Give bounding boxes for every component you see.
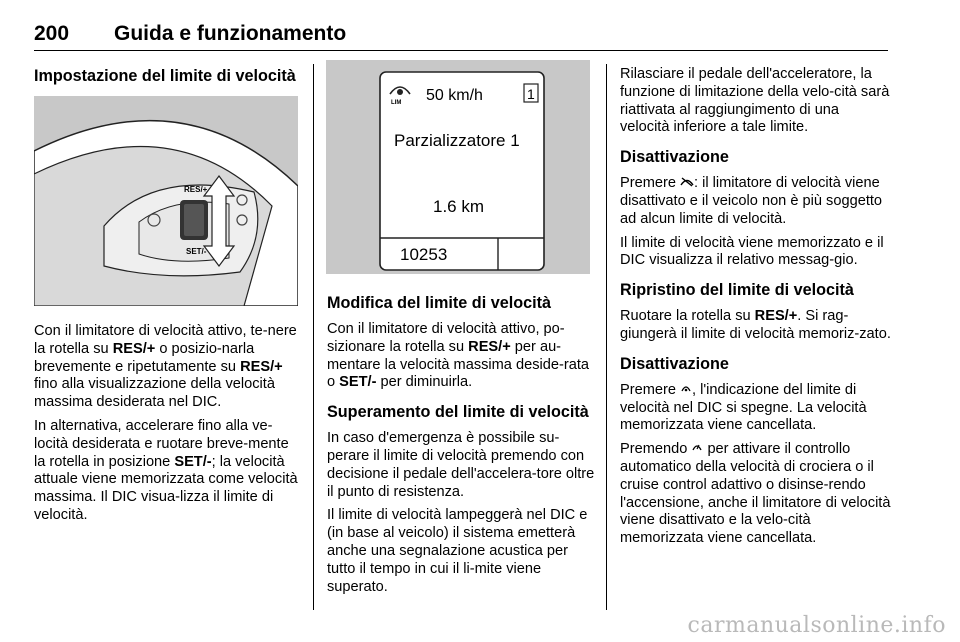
odometer-value: 10253	[400, 245, 448, 264]
steering-wheel-figure	[34, 96, 298, 306]
column-divider-1	[313, 64, 314, 610]
lim-label: LIM	[391, 100, 402, 106]
paragraph: Ruotare la rotella su RES/+. Si rag-giungerà il limite di velocità memoriz-zato.	[620, 308, 891, 342]
set-label: SET/-	[186, 247, 207, 256]
res-label: RES/+	[184, 185, 208, 194]
watermark: carmanualsonline.info	[687, 613, 946, 638]
mode-label: Parzializzatore 1	[394, 131, 520, 150]
paragraph: Il limite di velocità viene memorizzato e il DIC visualizza il relativo messag-gio.	[620, 234, 884, 269]
column-3	[620, 66, 892, 554]
paragraph: In alternativa, accelerare fino alla ve-locità desiderata e ruotare breve-mente la rotella in posizione SET/-; la velocità attuale viene memorizzata come velocità massima. Il DIC visua-lizza il limite di velocità.	[34, 417, 298, 523]
heading-modify-limit: Modifica del limite di velocità	[327, 294, 551, 312]
steering-wheel-illustration	[34, 96, 298, 306]
header-rule	[34, 50, 888, 51]
paragraph: Premere , l'indicazione del limite di velocità nel DIC si spegne. La velocità memorizzata viene cancellata.	[620, 381, 867, 434]
page-number: 200	[34, 22, 70, 45]
paragraph: Con il limitatore di velocità attivo, po-sizionare la rotella su RES/+ per au-mentare la velocità massima deside-rata o SET/- per diminuirla.	[327, 321, 589, 391]
heading-deactivation: Disattivazione	[620, 148, 729, 167]
speed-value: 50 km/h	[426, 87, 483, 104]
cruise-control-icon	[691, 441, 703, 453]
heading-set-limit: Impostazione del limite di velocità	[34, 67, 296, 85]
heading-exceed-limit: Superamento del limite di velocità	[327, 403, 589, 422]
column-2-body	[327, 293, 595, 602]
paragraph: Il limite di velocità lampeggerà nel DIC e (in base al veicolo) il sistema emetterà anche una segnalazione acustica per tutto il tempo in cui il li-mite viene superato.	[327, 507, 588, 595]
column-divider-2	[606, 64, 607, 610]
paragraph: In caso d'emergenza è possibile su-perare il limite di velocità premendo con decisione il pedale dell'accelera-tore oltre il punto di resistenza.	[327, 430, 595, 500]
heading-restore-limit: Ripristino del limite di velocità	[620, 281, 854, 300]
column-1	[34, 66, 299, 86]
distance-value: 1.6 km	[433, 197, 485, 216]
column-1-body	[34, 323, 300, 531]
section-title: Guida e funzionamento	[114, 22, 347, 45]
paragraph: Premendo per attivare il controllo automatico della velocità di crociera o il cruise control adattivo o disinse-rendo l'accensione, anche il limitatore di velocità viene disattivato e la velo-cità memorizzata viene cancellata.	[620, 441, 891, 547]
dic-figure	[326, 60, 590, 274]
paragraph: Premere : il limitatore di velocità viene disattivato e il veicolo non è più soggetto ad alcun limite di velocità.	[620, 175, 883, 227]
dic-display-illustration	[326, 60, 590, 274]
heading-deactivation-2: Disattivazione	[620, 354, 729, 373]
paragraph: Con il limitatore di velocità attivo, te-nere la rotella su RES/+ o posizio-narla brevemente e ripetutamente su RES/+ fino alla visualizzazione della velocità massima desiderata nel DIC.	[34, 323, 297, 411]
paragraph: Rilasciare il pedale dell'acceleratore, la funzione di limitazione della velo-cità sarà riattivata al raggiungimento di una velocità inferiore a tale limite.	[620, 66, 890, 136]
tab-number: 1	[527, 86, 535, 102]
speed-limiter-off-icon	[680, 177, 694, 187]
speed-limiter-icon	[680, 382, 692, 394]
